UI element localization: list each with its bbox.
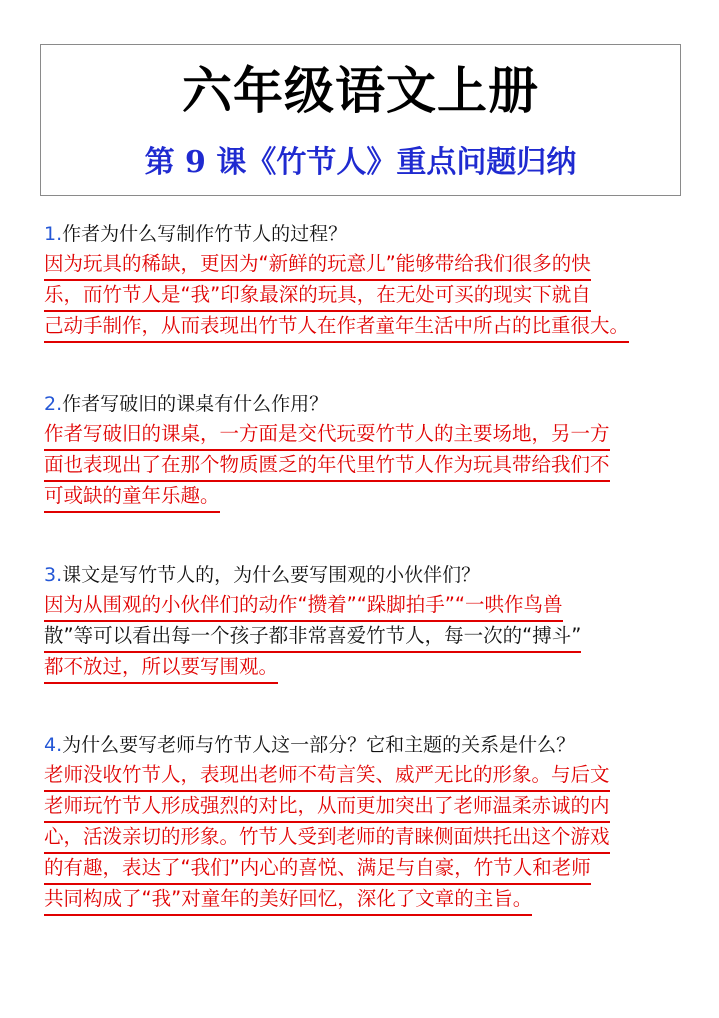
- qa-block-1: [44, 222, 684, 341]
- answer-line: [44, 883, 684, 914]
- answer-line: [44, 279, 684, 310]
- answer-text: 因为从围观的小伙伴们的动作“攒着”“跺脚拍手”“一哄作鸟兽: [44, 591, 563, 622]
- question-text: 作者为什么写制作竹节人的过程？: [62, 223, 348, 245]
- question-text: 作者写破旧的课桌有什么作用？: [62, 393, 329, 415]
- question-1: [44, 222, 684, 248]
- answer-text: 因为玩具的稀缺，更因为“新鲜的玩意儿”能够带给我们很多的快: [44, 250, 591, 281]
- qa-block-2: [44, 392, 684, 511]
- answer-line: [44, 418, 684, 449]
- answer-text: 乐，而竹节人是“我”印象最深的玩具，在无处可买的现实下就自: [44, 281, 591, 312]
- page-subtitle: 第 9 课《竹节人》重点问题归纳: [144, 145, 577, 180]
- page-title: 六年级语文上册: [182, 62, 539, 120]
- answer-text: 散”等可以看出每一个孩子都非常喜爱竹节人，每一次的“搏斗”: [44, 622, 581, 653]
- answer-text: 可或缺的童年乐趣。: [44, 482, 220, 513]
- answer-line: [44, 449, 684, 480]
- answer-line: [44, 759, 684, 790]
- question-number: 4.: [44, 734, 63, 756]
- answer-text: 的有趣，表达了“我们”内心的喜悦、满足与自豪，竹节人和老师: [44, 854, 591, 885]
- answer-text: 都不放过，所以要写围观。: [44, 653, 278, 684]
- question-number: 1.: [44, 223, 63, 245]
- question-text: 课文是写竹节人的，为什么要写围观的小伙伴们？: [62, 564, 481, 586]
- question-3: [44, 563, 684, 589]
- answer-text: 老师玩竹节人形成强烈的对比，从而更加突出了老师温柔赤诚的内: [44, 792, 610, 823]
- question-number: 2.: [44, 393, 63, 415]
- answer-text: 共同构成了“我”对童年的美好回忆，深化了文章的主旨。: [44, 885, 532, 916]
- answer-line: [44, 248, 684, 279]
- qa-block-4: [44, 733, 684, 914]
- answer-line: [44, 589, 684, 620]
- answer-line: [44, 790, 684, 821]
- answer-line: [44, 651, 684, 682]
- qa-block-3: [44, 563, 684, 682]
- question-2: [44, 392, 684, 418]
- question-number: 3.: [44, 564, 63, 586]
- answer-text: 心，活泼亲切的形象。竹节人受到老师的青睐侧面烘托出这个游戏: [44, 823, 610, 854]
- answer-line: [44, 821, 684, 852]
- title-box: [40, 44, 681, 196]
- answer-text: 老师没收竹节人，表现出老师不苟言笑、威严无比的形象。与后文: [44, 761, 610, 792]
- answer-text: 己动手制作，从而表现出竹节人在作者童年生活中所占的比重很大。: [44, 312, 629, 343]
- question-text: 为什么要写老师与竹节人这一部分？它和主题的关系是什么？: [62, 734, 576, 756]
- question-4: [44, 733, 684, 759]
- answer-line: [44, 480, 684, 511]
- answer-line: [44, 620, 684, 651]
- answer-text: 面也表现出了在那个物质匮乏的年代里竹节人作为玩具带给我们不: [44, 451, 610, 482]
- answer-text: 作者写破旧的课桌，一方面是交代玩耍竹节人的主要场地，另一方: [44, 420, 610, 451]
- answer-line: [44, 852, 684, 883]
- answer-line: [44, 310, 684, 341]
